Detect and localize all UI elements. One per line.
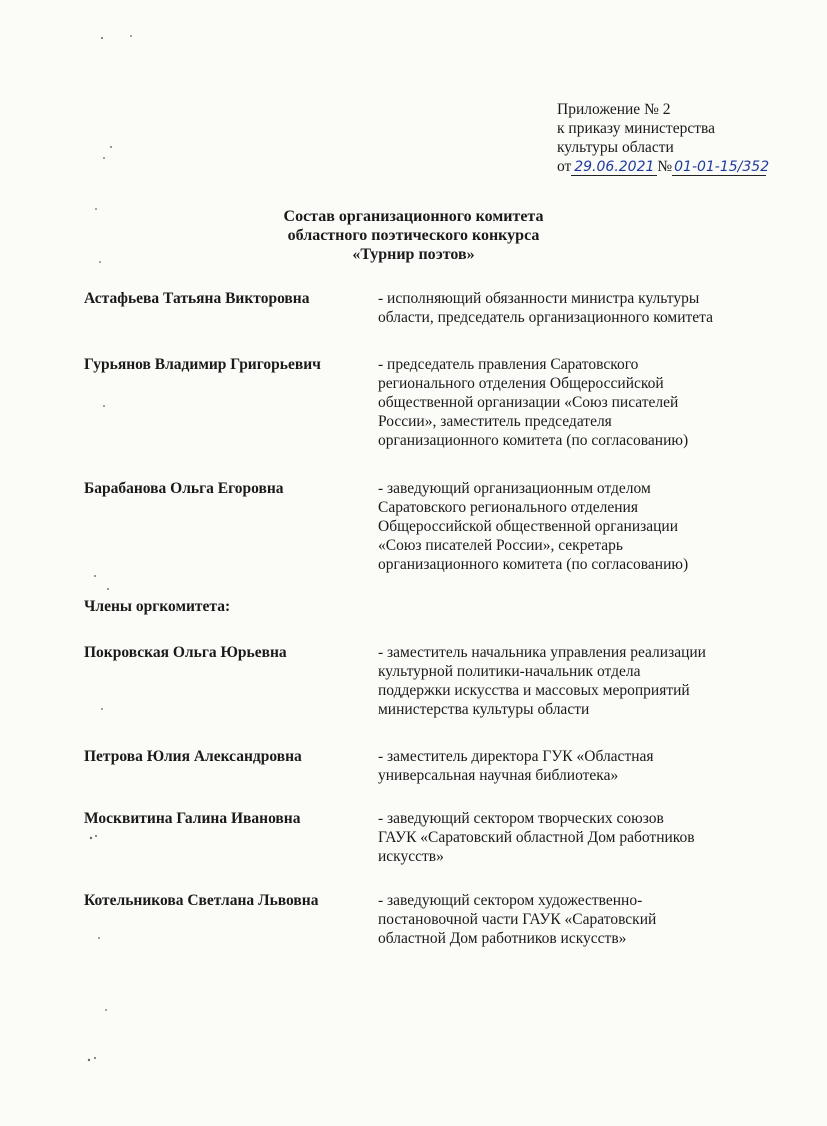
handwritten-number: 01-01-15/352 (674, 159, 770, 175)
person-role (378, 643, 778, 719)
person-name: Астафьева Татьяна Викторовна (84, 290, 310, 307)
person-name: Гурьянов Владимир Григорьевич (84, 356, 321, 373)
person-role (378, 891, 778, 948)
role-line: постановочной части ГАУК «Саратовский (378, 911, 657, 928)
role-line: - исполняющий обязанности министра культуры (378, 290, 700, 307)
document-title (0, 207, 827, 264)
number-label: № (657, 158, 673, 175)
role-line: области, председатель организационного комитета (378, 309, 714, 326)
role-line: регионального отделения Общероссийской (378, 375, 664, 392)
role-line: поддержки искусства и массовых мероприятий (378, 682, 690, 699)
role-line: Саратовского регионального отделения (378, 499, 638, 516)
appendix-header (557, 100, 770, 176)
role-line: «Союз писателей России», секретарь (378, 537, 623, 554)
role-line: искусств» (378, 848, 444, 865)
role-line: общественной организации «Союз писателей (378, 394, 679, 411)
role-line: - заведующий сектором творческих союзов (378, 810, 664, 827)
role-line: культурной политики-начальник отдела (378, 663, 641, 680)
person-role (378, 355, 778, 450)
person-name: Москвитина Галина Ивановна (84, 810, 301, 827)
title-line-3: «Турнир поэтов» (352, 246, 475, 263)
appendix-order-ref: к приказу министерства (557, 120, 715, 137)
title-line-1: Состав организационного комитета (283, 208, 544, 225)
person-role (378, 479, 778, 574)
role-line: ГАУК «Саратовский областной Дом работников (378, 829, 695, 846)
role-line: - заведующий организационным отделом (378, 480, 651, 497)
person-role (378, 289, 778, 327)
handwritten-date: 29.06.2021 (571, 159, 657, 176)
person-name: Котельникова Светлана Львовна (84, 892, 319, 909)
role-line: Общероссийской общественной организации (378, 518, 678, 535)
role-line: универсальная научная библиотека» (378, 767, 619, 784)
person-name: Барабанова Ольга Егоровна (84, 480, 284, 497)
appendix-number: Приложение № 2 (557, 101, 671, 118)
role-line: областной Дом работников искусств» (378, 930, 627, 947)
person-role (378, 747, 778, 785)
from-label: от (557, 158, 572, 175)
appendix-ministry: культуры области (557, 139, 674, 156)
role-line: России», заместитель председателя (378, 413, 612, 430)
role-line: организационного комитета (по согласованию) (378, 556, 689, 573)
title-line-2: областного поэтического конкурса (287, 227, 540, 244)
appendix-date-line (557, 157, 770, 176)
role-line: - председатель правления Саратовского (378, 356, 639, 373)
role-line: - заведующий сектором художественно- (378, 892, 643, 909)
person-name: Петрова Юлия Александровна (84, 748, 302, 765)
members-heading: Члены оргкомитета: (84, 598, 231, 615)
person-role (378, 809, 778, 866)
role-line: организационного комитета (по согласованию) (378, 432, 689, 449)
role-line: - заместитель директора ГУК «Областная (378, 748, 654, 765)
role-line: - заместитель начальника управления реализации (378, 644, 706, 661)
person-name: Покровская Ольга Юрьевна (84, 644, 287, 661)
role-line: министерства культуры области (378, 701, 590, 718)
